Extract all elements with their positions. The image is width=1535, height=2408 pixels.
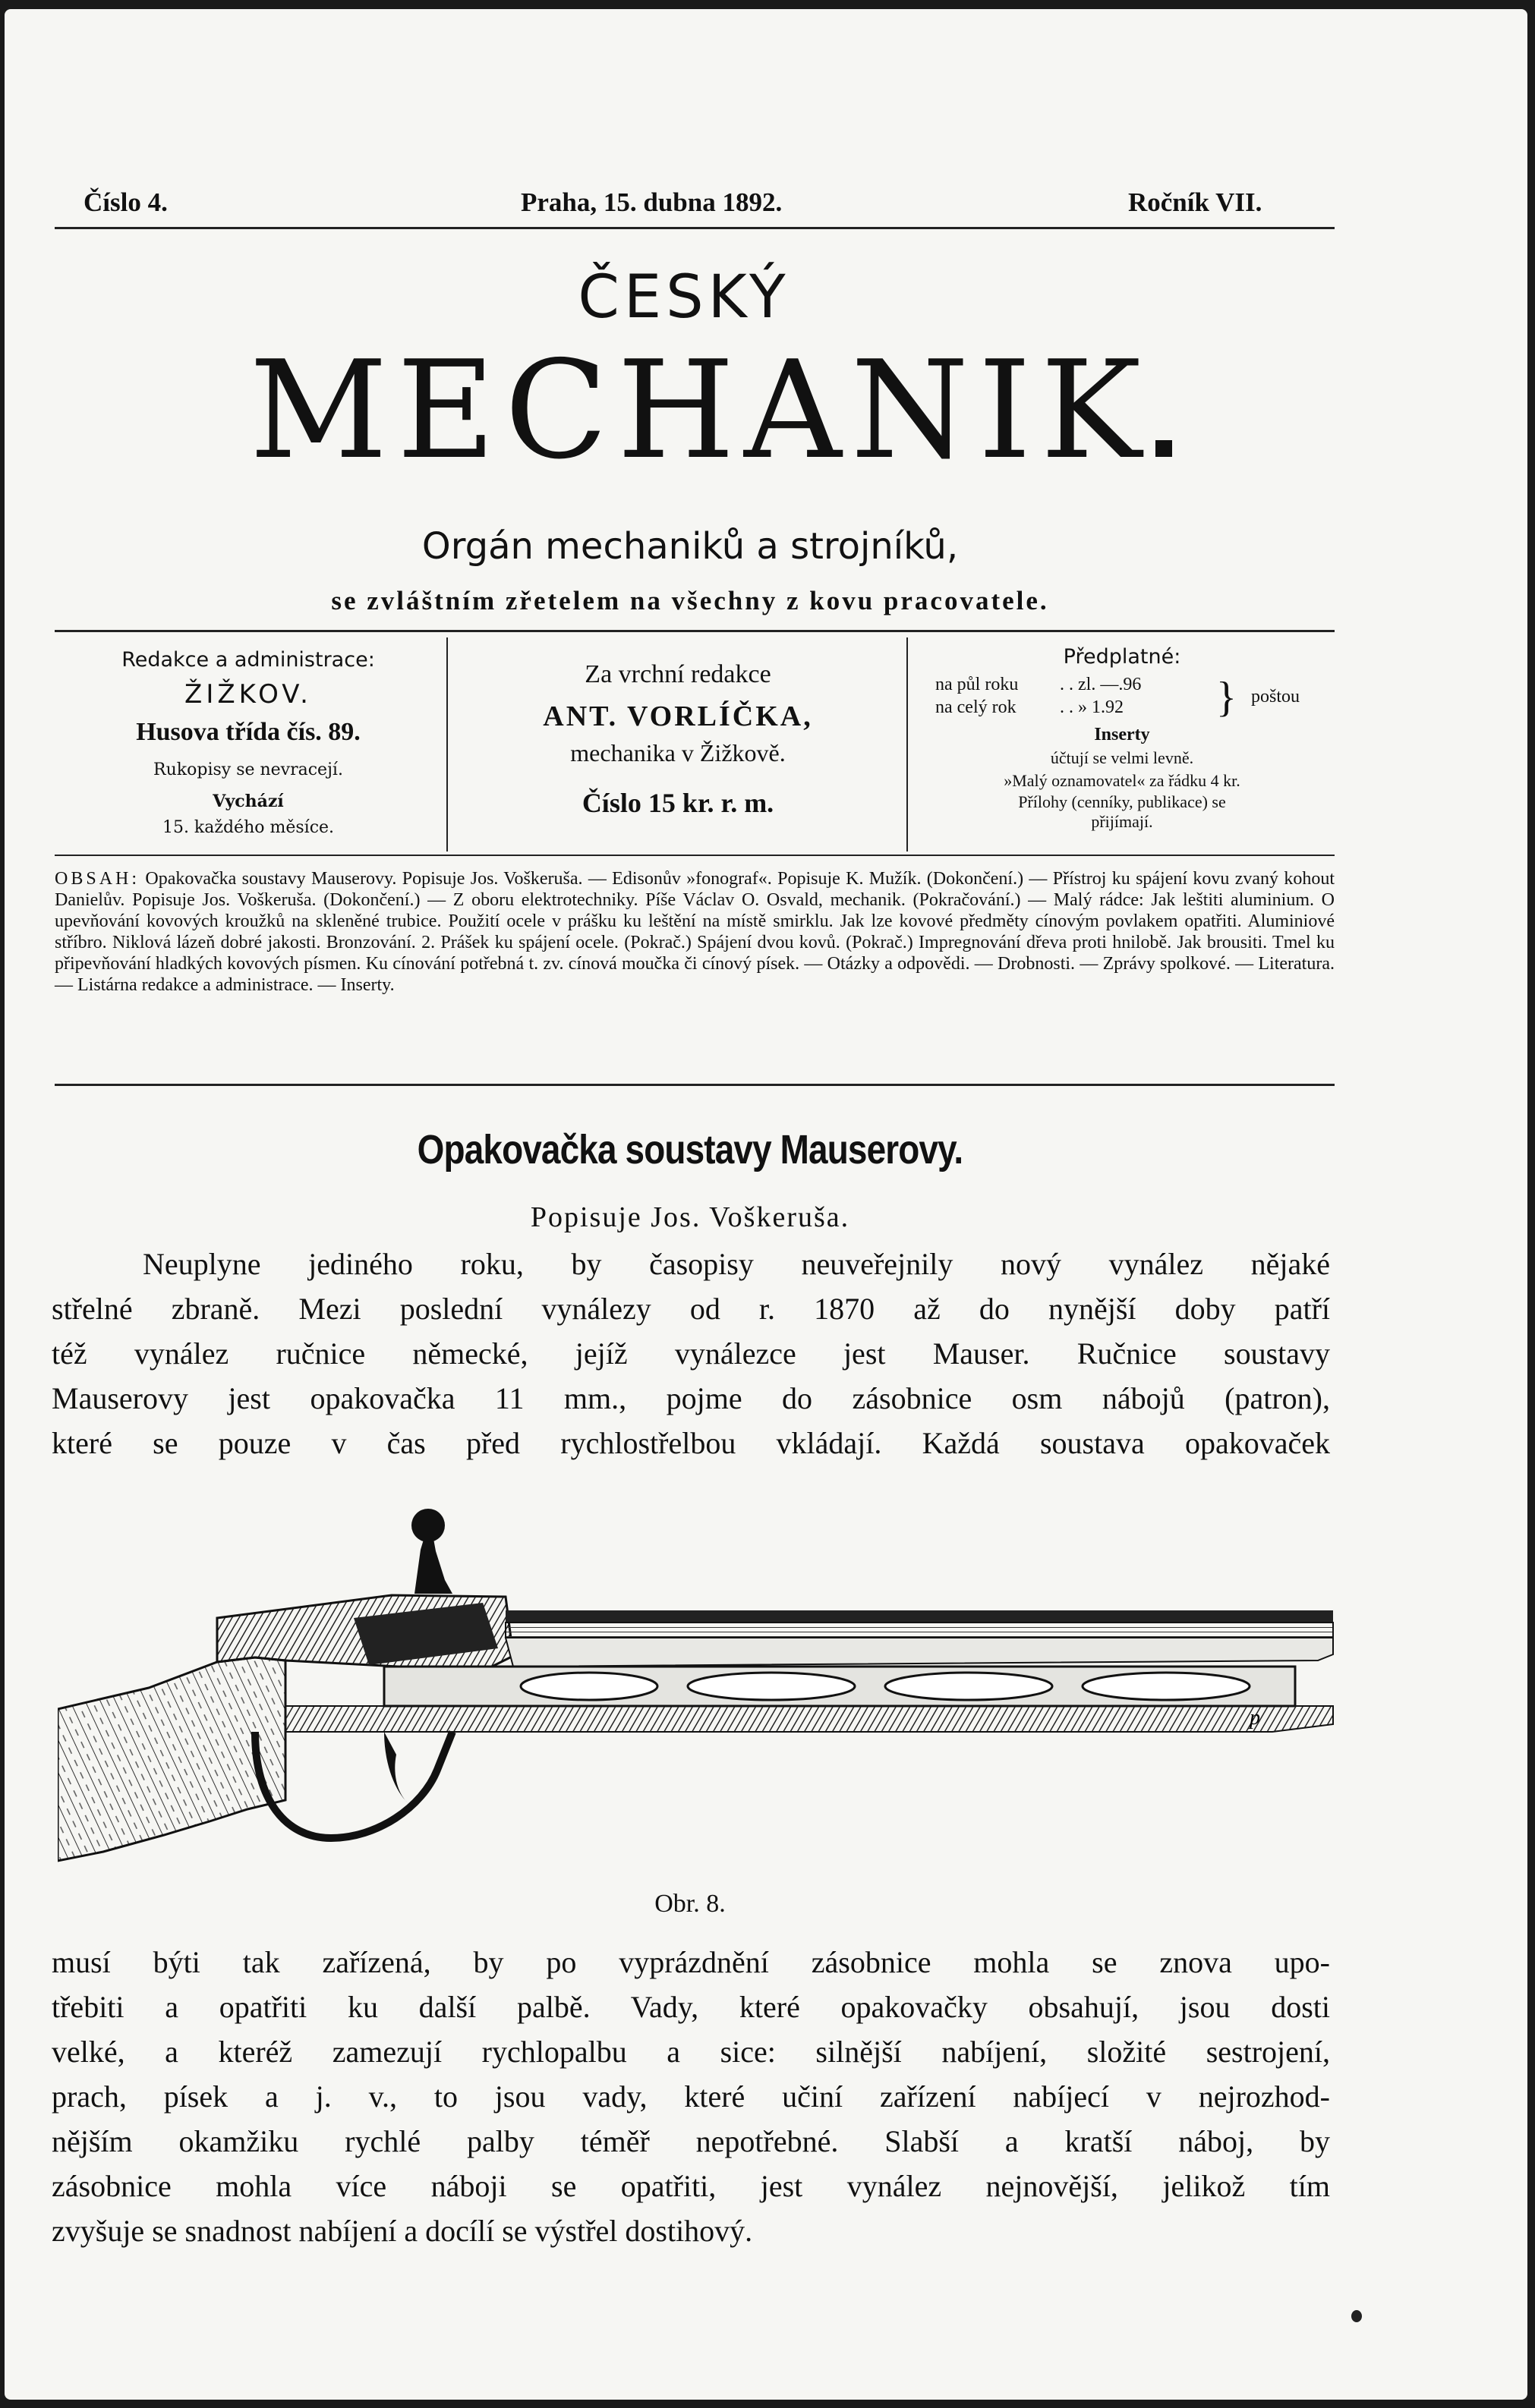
full-year-price: . . » 1.92 <box>1060 697 1124 717</box>
text-line: zvyšuje se snadnost nabíjení a docílí se výstřel dostihový. <box>52 2214 753 2248</box>
article-paragraph-2 <box>52 1940 1330 2253</box>
cartridge <box>688 1673 855 1700</box>
text-line: musí býti tak zařízená, by po vyprázdnění zásobnice mohla se znova upo- <box>52 1945 1330 1979</box>
figure-label: p <box>1250 1706 1260 1730</box>
issue-price: Číslo 15 kr. r. m. <box>582 788 774 818</box>
rifle-illustration <box>58 1481 1338 1868</box>
info-left <box>55 647 442 839</box>
brace: } <box>1216 674 1237 721</box>
admin-city: ŽIŽKOV. <box>184 679 312 710</box>
ads-heading: Inserty <box>1094 725 1150 744</box>
text-line: velké, a kteréž zamezují rychlopalbu a sice: silnější nabíjení, složité sestrojení, <box>52 2035 1330 2069</box>
subscription-table <box>911 675 1333 723</box>
cartridge <box>521 1673 657 1700</box>
forend <box>506 1638 1333 1667</box>
bolt-handle <box>414 1535 452 1594</box>
volume-number: Ročník VII. <box>1128 187 1262 217</box>
publication-label: Vychází <box>213 792 284 812</box>
barrel-top <box>506 1610 1333 1623</box>
bolt-knob <box>411 1509 445 1542</box>
top-rule <box>55 227 1335 229</box>
info-divider-left <box>446 637 448 851</box>
publication-frequency: 15. každého měsíce. <box>162 817 335 837</box>
contents-text: Opakovačka soustavy Mauserovy. Popisuje Jos. Voškeruša. — Edisonův »fonograf«. Popisuje K. Mužík. (Dokončení.) — Přístroj ku spájení kovu zvaný kohout Danielův. Popisuje Jos. Voškeruša. (Dokončení.) — Z oboru elektrotechniky. Píše Václav O. Osvald, mechanik. (Pokračování.) — Malý rádce: Jak leštiti aluminium. O upevňování kovových kroužků na skleněné trubice. Použití ocele v prášku ku leštění na místě smirklu. Jak lze kovové předměty cínovým povlakem opatřiti. Aluminiové stříbro. Niklová lázeň dobré jakosti. Bronzování. 2. Prášek ku spájení ocele. (Pokrač.) Spájení dvou kovů. (Pokrač.) Impregnování dřeva proti hnilobě. Jak brousiti. Tmel ku připevňování hladkých kovových písmen. Ku cínování potřebná t. zv. cínová moučka či cínový písek. — Otázky a odpovědi. — Drobnosti. — Zprávy spolkové. — Literatura. — Listárna redakce a administrace. — Inserty. <box>55 869 1335 995</box>
masthead-subtitle: Orgán mechaniků a strojníků, <box>421 525 959 568</box>
ads-price-note: účtují se velmi levně. <box>1050 748 1194 767</box>
info-center <box>452 660 903 819</box>
text-line: střelné zbraně. Mezi poslední vynálezy od r. 1870 až do nynější doby patří <box>52 1292 1330 1326</box>
info-top-rule <box>55 630 1335 632</box>
text-line: zásobnice mohla více náboji se opatřiti, jest vynález nejnovější, jelikož tím <box>52 2169 1330 2203</box>
text-line: které se pouze v čas před rychlostřelbou vkládají. Každá soustava opakovaček <box>52 1426 1330 1460</box>
half-year-label: na půl roku <box>935 675 1019 694</box>
masthead-tagline: se zvláštním zřetelem na všechny z kovu pracovatele. <box>331 586 1049 615</box>
ink-spot <box>1351 2310 1362 2322</box>
contents-block <box>55 868 1335 996</box>
figure-caption: Obr. 8. <box>654 1890 726 1918</box>
text-line: prach, písek a j. v., to jsou vady, které učiní zařízení nabíjecí v nejrozhod- <box>52 2079 1330 2114</box>
half-year-price: . . zl. —.96 <box>1060 675 1142 694</box>
article-byline: Popisuje Jos. Voškeruša. <box>530 1201 850 1233</box>
article-title: Opakovačka soustavy Mauserovy. <box>417 1127 963 1173</box>
ads-accepted: přijímají. <box>1091 812 1153 831</box>
issue-date: Praha, 15. dubna 1892. <box>521 187 783 217</box>
contents-bottom-rule <box>55 1084 1335 1086</box>
masthead-title <box>65 332 1356 489</box>
lower-stock <box>285 1706 1333 1732</box>
text-line: též vynález ručnice německé, jejíž vynálezce jest Mauser. Ručnice soustavy <box>52 1336 1330 1371</box>
newspaper-page <box>5 9 1527 2400</box>
trigger <box>384 1732 414 1808</box>
cartridge <box>885 1673 1052 1700</box>
ads-small-advertiser: »Malý oznamovatel« za řádku 4 kr. <box>1004 771 1240 790</box>
text-line: Mauserovy jest opakovačka 11 mm., pojme do zásobnice osm nábojů (patron), <box>52 1381 1330 1415</box>
text-line: Neuplyne jediného roku, by časopisy neuveřejnily nový vynález nějaké <box>143 1247 1330 1281</box>
masthead-title-text: MECHANIK <box>249 332 1151 489</box>
masthead-small-title: ČESKÝ <box>578 263 790 332</box>
barrel <box>506 1623 1333 1638</box>
article-paragraph-1 <box>52 1242 1330 1465</box>
text-line: nějším okamžiku rychlé palby téměř nepotřebné. Slabší a kratší náboj, by <box>52 2124 1330 2158</box>
issue-number: Číslo 4. <box>84 187 168 217</box>
info-right <box>911 645 1333 832</box>
admin-address: Husova třída čís. 89. <box>136 718 361 747</box>
admin-label: Redakce a administrace: <box>121 648 375 672</box>
editor-label: Za vrchní redakce <box>585 660 771 688</box>
editor-title: mechanika v Žižkově. <box>570 739 786 766</box>
postage-label: poštou <box>1251 687 1300 707</box>
manuscripts-note: Rukopisy se nevracejí. <box>153 760 343 780</box>
editor-name: ANT. VORLÍČKA, <box>543 700 813 732</box>
subscription-heading: Předplatné: <box>1063 645 1181 669</box>
cartridge <box>1083 1673 1250 1700</box>
info-bottom-rule <box>55 855 1335 856</box>
title-period <box>1155 440 1172 457</box>
contents-label: OBSAH: <box>55 869 140 889</box>
ads-supplements: Přílohy (cenníky, publikace) se <box>1018 792 1226 811</box>
stock <box>58 1657 285 1861</box>
info-divider-right <box>906 637 908 851</box>
full-year-label: na celý rok <box>935 697 1017 717</box>
text-line: třebiti a opatřiti ku další palbě. Vady, které opakovačky obsahují, jsou dosti <box>52 1990 1330 2024</box>
